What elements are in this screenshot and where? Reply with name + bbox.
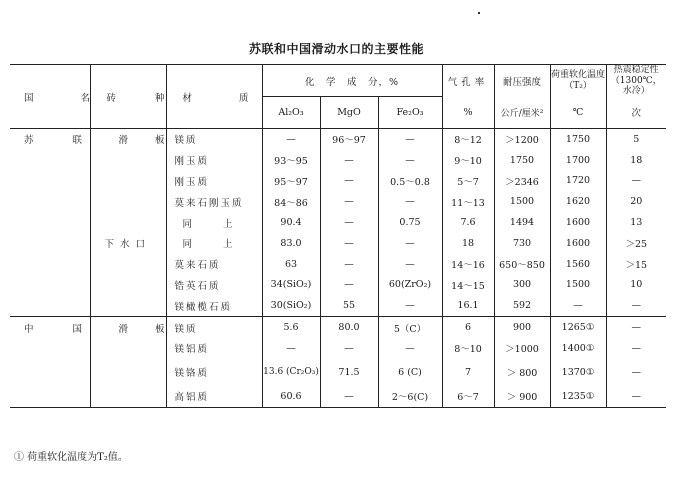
- cell-material: 镁铝质: [166, 338, 262, 359]
- cell-thermal-shock: —: [606, 317, 666, 338]
- cell-material: 高铝质: [166, 386, 262, 407]
- table-row: [10, 233, 666, 254]
- cell-al2o3: 84～86: [262, 191, 320, 212]
- cell-mgo: —: [320, 254, 378, 275]
- cell-country: 苏 联: [24, 135, 101, 147]
- cell-refractoriness: 1750: [550, 129, 606, 150]
- header-brick: 砖 种: [90, 65, 166, 129]
- cell-al2o3: 95～97: [262, 171, 320, 192]
- cell-material: 镁橄榄石质: [166, 295, 262, 316]
- cell-al2o3: 34(SiO₂): [262, 275, 320, 296]
- cell-al2o3: 5.6: [262, 317, 320, 338]
- cell-country: 中 国: [10, 317, 90, 338]
- cell-thermal-shock: —: [606, 386, 666, 407]
- cell-compressive-strength: 1500: [494, 191, 550, 212]
- cell-mgo: —: [320, 386, 378, 407]
- cell-mgo: —: [320, 212, 378, 233]
- cell-fe2o3: 0.75: [378, 212, 442, 233]
- cell-fe2o3: —: [378, 191, 442, 212]
- cell-material: 刚玉质: [166, 171, 262, 192]
- table-row: [10, 295, 666, 316]
- cell-fe2o3: 60(ZrO₂): [378, 275, 442, 296]
- cell-material: 同 上: [166, 212, 262, 233]
- cell-fe2o3: 6 (C): [378, 359, 442, 386]
- cell-porosity: 16.1: [442, 295, 494, 316]
- cell-refractoriness: 1370①: [550, 359, 606, 386]
- cell-brick-type: [90, 295, 166, 316]
- cell-compressive-strength: 900: [494, 317, 550, 338]
- table-body: [10, 129, 666, 408]
- cell-mgo: 71.5: [320, 359, 378, 386]
- cell-al2o3: —: [262, 129, 320, 150]
- cell-country: [10, 191, 90, 212]
- cell-refractoriness: 1560: [550, 254, 606, 275]
- cell-material: 莫来石刚玉质: [166, 191, 262, 212]
- cell-thermal-shock: ＞25: [606, 233, 666, 254]
- cell-porosity: 14～16: [442, 254, 494, 275]
- table-row: [10, 317, 666, 338]
- cell-al2o3: 63: [262, 254, 320, 275]
- header-fe2o3: Fe₂O₃: [378, 97, 442, 129]
- cell-refractoriness: —: [550, 295, 606, 316]
- cell-thermal-shock: ＞15: [606, 254, 666, 275]
- cell-porosity: 18: [442, 233, 494, 254]
- header-al2o3: Al₂O₃: [262, 97, 320, 129]
- cell-compressive-strength: ＞ 800: [494, 359, 550, 386]
- cell-porosity: 14～15: [442, 275, 494, 296]
- cell-fe2o3: 5（C）: [378, 317, 442, 338]
- table-row: [10, 171, 666, 192]
- cell-refractoriness: 1500: [550, 275, 606, 296]
- cell-brick-type: [90, 254, 166, 275]
- cell-thermal-shock: 18: [606, 150, 666, 171]
- cell-brick-type: [90, 171, 166, 192]
- cell-compressive-strength: 592: [494, 295, 550, 316]
- cell-fe2o3: 0.5～0.8: [378, 171, 442, 192]
- cell-thermal-shock: —: [606, 359, 666, 386]
- cell-brick-type: 滑 板: [90, 129, 166, 150]
- cell-al2o3: —: [262, 338, 320, 359]
- header-country: 国 名: [10, 65, 90, 129]
- cell-porosity: 8～12: [442, 129, 494, 150]
- cell-brick-type: [90, 386, 166, 407]
- cell-compressive-strength: 730: [494, 233, 550, 254]
- cell-brick-type: [90, 212, 166, 233]
- cell-compressive-strength: 300: [494, 275, 550, 296]
- cell-thermal-shock: —: [606, 171, 666, 192]
- cell-al2o3: 90.4: [262, 212, 320, 233]
- cell-brick-type: 下水口: [90, 233, 166, 254]
- cell-al2o3: 60.6: [262, 386, 320, 407]
- cell-fe2o3: —: [378, 254, 442, 275]
- cell-fe2o3: —: [378, 129, 442, 150]
- cell-thermal-shock: 10: [606, 275, 666, 296]
- cell-refractoriness: 1235①: [550, 386, 606, 407]
- cell-thermal-shock: 5: [606, 129, 666, 150]
- cell-brick-type: [90, 150, 166, 171]
- cell-porosity: 6: [442, 317, 494, 338]
- cell-refractoriness: 1265①: [550, 317, 606, 338]
- cell-country: [10, 254, 90, 275]
- cell-thermal-shock: 20: [606, 191, 666, 212]
- cell-country: [10, 338, 90, 359]
- cell-refractoriness: 1600: [550, 233, 606, 254]
- header-porosity: 气孔率: [442, 65, 494, 97]
- header-strength: 耐压强度: [494, 65, 550, 97]
- cell-material: 镁质: [166, 129, 262, 150]
- cell-brick-type: [90, 338, 166, 359]
- footnote: ① 荷重软化温度为T₂值。: [14, 452, 128, 463]
- cell-porosity: 7.6: [442, 212, 494, 233]
- cell-refractoriness: 1400①: [550, 338, 606, 359]
- cell-refractoriness: 1720: [550, 171, 606, 192]
- table-row: [10, 338, 666, 359]
- cell-porosity: 8～10: [442, 338, 494, 359]
- cell-mgo: —: [320, 338, 378, 359]
- cell-compressive-strength: 1494: [494, 212, 550, 233]
- cell-fe2o3: —: [378, 338, 442, 359]
- table-row: [10, 150, 666, 171]
- cell-thermal-shock: —: [606, 295, 666, 316]
- table-row: [10, 129, 666, 150]
- cell-compressive-strength: 1750: [494, 150, 550, 171]
- cell-mgo: 80.0: [320, 317, 378, 338]
- cell-al2o3: 83.0: [262, 233, 320, 254]
- cell-compressive-strength: ＞2346: [494, 171, 550, 192]
- cell-material: 锆英石质: [166, 275, 262, 296]
- cell-fe2o3: —: [378, 150, 442, 171]
- cell-mgo: 96～97: [320, 129, 378, 150]
- cell-brick-type: [90, 191, 166, 212]
- cell-mgo: —: [320, 233, 378, 254]
- header-porosity-unit: %: [442, 97, 494, 129]
- speck-mark: [478, 12, 480, 14]
- table-title: 苏联和中国滑动水口的主要性能: [248, 42, 424, 56]
- cell-country: [10, 150, 90, 171]
- cell-brick-type: [90, 275, 166, 296]
- cell-fe2o3: —: [378, 295, 442, 316]
- cell-mgo: —: [320, 171, 378, 192]
- table-row: [10, 359, 666, 386]
- header-strength-unit: 公斤/厘米²: [494, 97, 550, 129]
- header-refractoriness-unit: ℃: [550, 97, 606, 129]
- cell-porosity: 9～10: [442, 150, 494, 171]
- cell-al2o3: 30(SiO₂): [262, 295, 320, 316]
- cell-material: 莫来石质: [166, 254, 262, 275]
- cell-al2o3: 93～95: [262, 150, 320, 171]
- cell-country: [10, 275, 90, 296]
- cell-refractoriness: 1600: [550, 212, 606, 233]
- header-refractoriness: 荷重软化温度（T₂）: [550, 65, 606, 97]
- cell-country: [10, 212, 90, 233]
- cell-material: 镁质: [166, 317, 262, 338]
- cell-country: [10, 295, 90, 316]
- table-row: [10, 386, 666, 407]
- cell-mgo: —: [320, 191, 378, 212]
- cell-mgo: 55: [320, 295, 378, 316]
- cell-mgo: —: [320, 275, 378, 296]
- cell-country: [10, 386, 90, 407]
- table-row: [10, 254, 666, 275]
- cell-country: [10, 233, 90, 254]
- cell-compressive-strength: ＞1200: [494, 129, 550, 150]
- cell-porosity: 6～7: [442, 386, 494, 407]
- cell-country: [10, 171, 90, 192]
- cell-material: 镁铬质: [166, 359, 262, 386]
- cell-fe2o3: —: [378, 233, 442, 254]
- cell-material: 同 上: [166, 233, 262, 254]
- table-row: [10, 275, 666, 296]
- header-chem-group: 化 学 成 分，%: [262, 65, 442, 97]
- cell-brick-type: 滑 板: [90, 317, 166, 338]
- cell-fe2o3: 2～6(C): [378, 386, 442, 407]
- cell-compressive-strength: ＞1000: [494, 338, 550, 359]
- cell-compressive-strength: 650～850: [494, 254, 550, 275]
- cell-compressive-strength: ＞ 900: [494, 386, 550, 407]
- properties-table: [10, 64, 666, 408]
- table-row: [10, 212, 666, 233]
- cell-thermal-shock: 13: [606, 212, 666, 233]
- header-thermal-shock: 热震稳定性（1300℃，水冷）: [606, 65, 666, 97]
- cell-porosity: 7: [442, 359, 494, 386]
- cell-brick-type: [90, 359, 166, 386]
- header-thermal-shock-unit: 次: [606, 97, 666, 129]
- cell-country: [10, 359, 90, 386]
- cell-refractoriness: 1700: [550, 150, 606, 171]
- cell-mgo: —: [320, 150, 378, 171]
- cell-thermal-shock: —: [606, 338, 666, 359]
- cell-porosity: 11～13: [442, 191, 494, 212]
- cell-porosity: 5～7: [442, 171, 494, 192]
- header-mgo: MgO: [320, 97, 378, 129]
- cell-material: 刚玉质: [166, 150, 262, 171]
- cell-refractoriness: 1620: [550, 191, 606, 212]
- table-row: [10, 191, 666, 212]
- header-material: 材 质: [166, 65, 262, 129]
- cell-al2o3: 13.6 (Cr₂O₃): [262, 359, 320, 386]
